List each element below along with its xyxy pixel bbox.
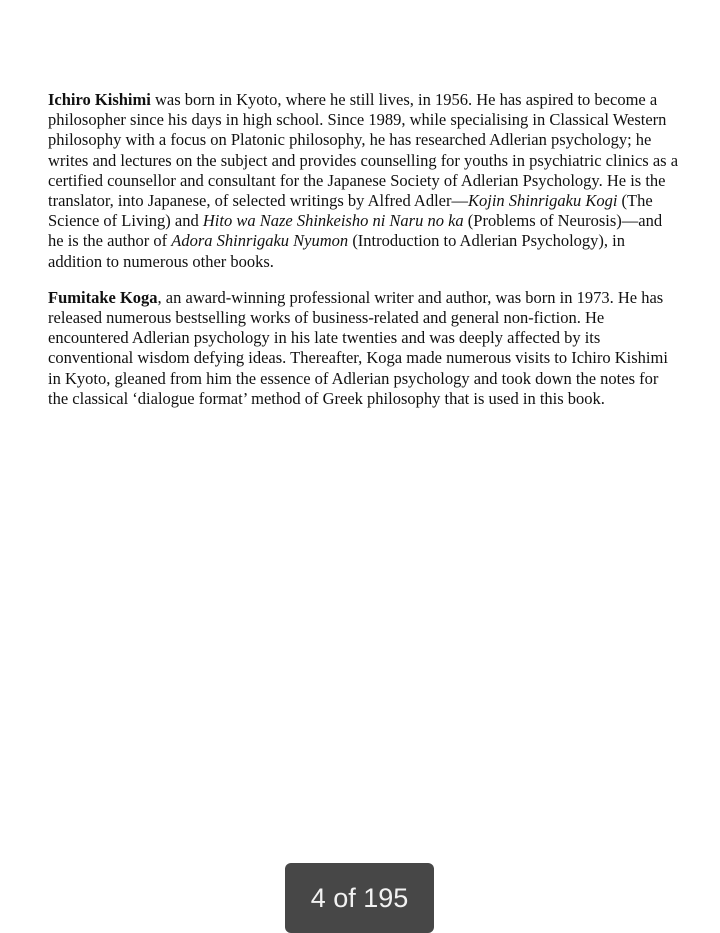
author-name-kishimi: Ichiro Kishimi [48, 90, 151, 109]
bio-text: , an award-winning professional writer and author, was born in 1973. He has released numerous bestselling works of business-related and general non-fiction. He encountered Adlerian psychology in his late twenties and was deeply affected by its conventional wisdom defying ideas. Thereafter, Koga made numerous visits to Ichiro Kishimi in Kyoto, gleaned from him the essence of Adlerian psychology and took down the notes for the classical ‘dialogue format’ method of Greek philosophy that is used in this book. [48, 287, 668, 408]
book-title: Hito wa Naze Shinkeisho ni Naru no ka [202, 211, 464, 231]
page-content [48, 90, 680, 425]
author-name-koga: Fumitake Koga [48, 287, 158, 307]
bio-text: was born in Kyoto, where he still lives, in 1956. He has aspired to become a philosopher since his days in high school. Since 1989, while specialising in Classical Western philosophy with a focus on Platonic philosophy, he has researched Adlerian psychology; he writes and lectures on the subject and provides counselling for youths in psychiatric clinics as a certified counsellor and consultant for the Japanese Society of Adlerian Psychology. He is the translator, into Japanese, of selected writings by Alfred Adler— [48, 90, 679, 211]
page-indicator: 4 of 195 [285, 863, 434, 933]
bio-koga [48, 288, 680, 409]
bio-text: (The Science of Living) and [48, 191, 653, 231]
bio-text: (Problems of Neurosis)—and he is the author of [48, 211, 663, 251]
bio-text: (Introduction to Adlerian Psychology), in addition to numerous other books. [48, 231, 625, 271]
book-title: Adora Shinrigaku Nyumon [171, 231, 349, 251]
bio-kishimi [48, 90, 680, 272]
book-title: Kojin Shinrigaku Kogi [467, 191, 618, 211]
